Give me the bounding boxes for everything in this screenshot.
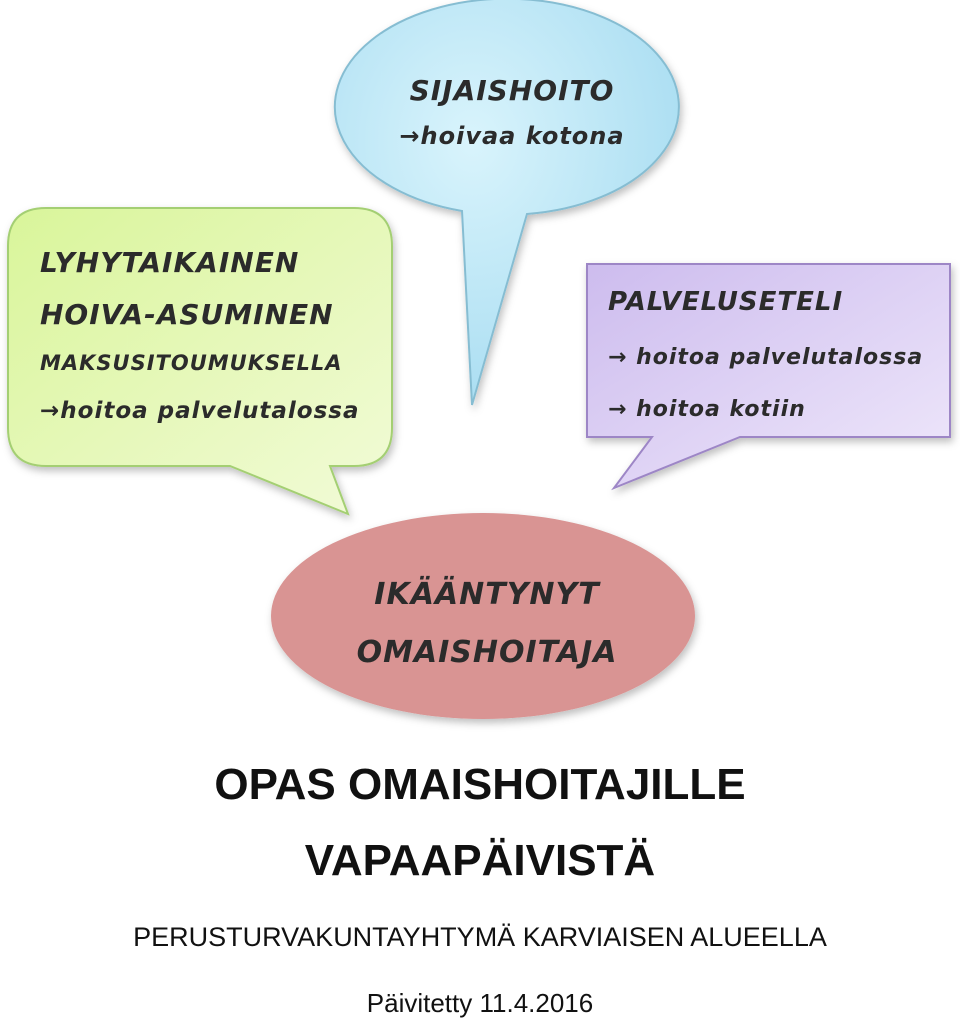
updated-date: Päivitetty 11.4.2016	[366, 988, 594, 1018]
lyhytaikainen-heading-2: HOIVA-ASUMINEN	[40, 298, 334, 331]
center-heading: IKÄÄNTYNYT	[374, 577, 600, 612]
document-title-2: VAPAAPÄIVISTÄ	[304, 836, 656, 885]
center-ellipse-shape	[271, 513, 695, 719]
lyhytaikainen-maksusitoumus: MAKSUSITOUMUKSELLA	[40, 351, 343, 375]
sijaishoito-heading: SIJAISHOITO	[409, 74, 615, 107]
palveluseteli-option-palvelutalo: → hoitoa palvelutalossa	[608, 345, 924, 370]
lyhytaikainen-heading: LYHYTAIKAINEN	[40, 246, 300, 279]
document-title: OPAS OMAISHOITAJILLE	[214, 760, 746, 809]
center-ellipse	[271, 513, 695, 719]
sijaishoito-subline: →hoivaa kotona	[399, 122, 625, 150]
palveluseteli-option-koti: → hoitoa kotiin	[608, 397, 806, 422]
lyhytaikainen-subline: →hoitoa palvelutalossa	[40, 398, 360, 424]
palveluseteli-heading: PALVELUSETELI	[608, 287, 844, 317]
center-heading-2: OMAISHOITAJA	[356, 635, 618, 670]
organization-name: PERUSTURVAKUNTAYHTYMÄ KARVIAISEN ALUEELLA	[133, 922, 827, 952]
